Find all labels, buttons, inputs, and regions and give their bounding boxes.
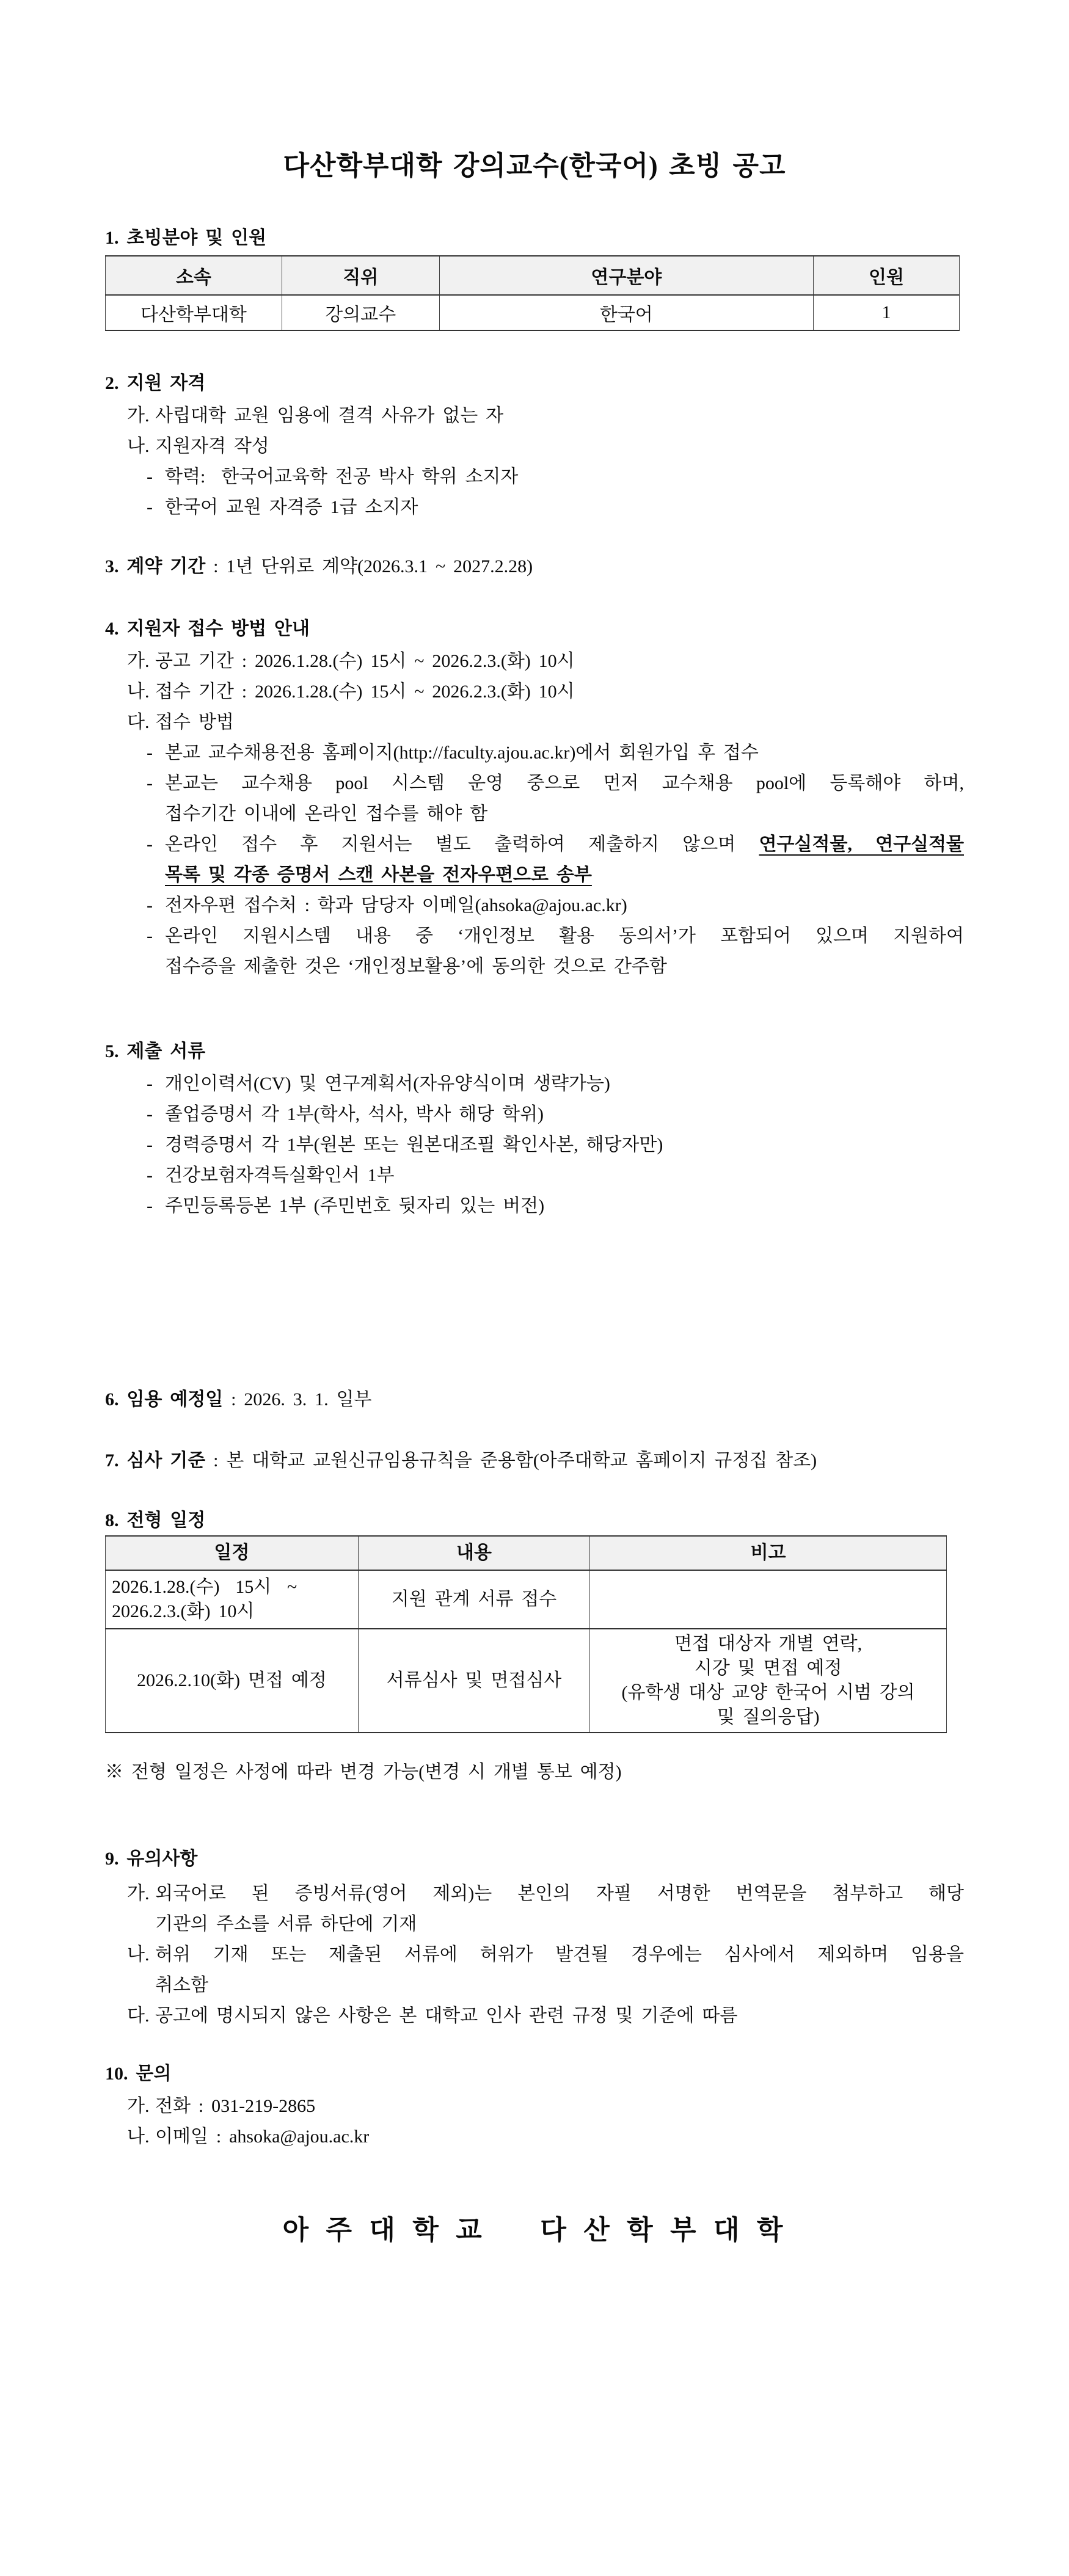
item-marker: 가. bbox=[127, 651, 150, 671]
item-text-emphasis: 연구실적물, 연구실적물 bbox=[759, 834, 964, 854]
item-text: 한국어 교원 자격증 1급 소지자 bbox=[165, 497, 418, 517]
section7-heading: 7. 심사 기준 bbox=[105, 1450, 206, 1471]
schedule-table bbox=[105, 1535, 947, 1733]
section6-heading: 6. 임용 예정일 bbox=[105, 1389, 224, 1410]
section3-line bbox=[105, 555, 964, 579]
section6-line bbox=[105, 1388, 964, 1412]
item-text: 졸업증명서 각 1부(학사, 석사, 박사 해당 학위) bbox=[165, 1104, 544, 1124]
recruit-cell-affiliation: 다산학부대학 bbox=[106, 295, 282, 330]
section4-heading: 4. 지원자 접수 방법 안내 bbox=[105, 619, 310, 639]
item-text bbox=[155, 1879, 964, 1940]
schedule-table-header-schedule: 일정 bbox=[106, 1536, 359, 1570]
schedule-table-header-row bbox=[106, 1536, 947, 1570]
list-item bbox=[105, 462, 964, 492]
list-item bbox=[105, 768, 964, 829]
item-text-line: 외국어로 된 증빙서류(영어 제외)는 본인의 자필 서명한 번역문을 첨부하고 해당 bbox=[155, 1883, 964, 1904]
section5-heading: 5. 제출 서류 bbox=[105, 1041, 206, 1061]
list-item bbox=[105, 492, 964, 523]
footer-signature: 아 주 대 학 교 다 산 학 부 대 학 bbox=[282, 2215, 787, 2245]
recruit-table-row bbox=[106, 295, 960, 330]
list-item bbox=[105, 738, 964, 768]
section7-text: : 본 대학교 교원신규임용규칙을 준용함(아주대학교 홈페이지 규정집 참조) bbox=[205, 1450, 817, 1471]
item-marker: 나. bbox=[127, 682, 150, 702]
section6-text: : 2026. 3. 1. 일부 bbox=[223, 1389, 372, 1410]
schedule-table-body bbox=[106, 1570, 947, 1733]
item-text bbox=[165, 768, 964, 829]
schedule-cell-content: 지원 관계 서류 접수 bbox=[358, 1570, 590, 1629]
item-text: 건강보험자격득실확인서 1부 bbox=[165, 1165, 395, 1185]
item-marker: - bbox=[147, 497, 153, 517]
item-text: 공고 기간 : 2026.1.28.(수) 15시 ~ 2026.2.3.(화) 10시 bbox=[155, 651, 575, 671]
item-text: 접수 기간 : 2026.1.28.(수) 15시 ~ 2026.2.3.(화) 10시 bbox=[155, 682, 575, 702]
schedule-cell-period bbox=[106, 1570, 359, 1629]
list-item bbox=[105, 1069, 964, 1099]
item-text-line: 접수증을 제출한 것은 ‘개인정보활용’에 동의한 것으로 간주함 bbox=[165, 956, 667, 977]
schedule-change-note: ※ 전형 일정은 사정에 따라 변경 가능(변경 시 개별 통보 예정) bbox=[105, 1762, 622, 1782]
schedule-table-head bbox=[106, 1536, 947, 1570]
recruit-table-header-count: 인원 bbox=[813, 256, 959, 295]
recruit-table-head bbox=[106, 256, 960, 295]
item-text-line: 기관의 주소를 서류 하단에 기재 bbox=[155, 1914, 417, 1934]
recruit-table-header-row bbox=[106, 256, 960, 295]
section4-list bbox=[105, 646, 964, 982]
section10-heading: 10. 문의 bbox=[105, 2064, 172, 2084]
item-text: 접수 방법 bbox=[155, 712, 234, 732]
item-text-line bbox=[165, 829, 964, 860]
item-text bbox=[165, 829, 964, 890]
section5-list bbox=[105, 1069, 964, 1221]
item-marker: 가. bbox=[127, 1883, 150, 1904]
item-marker: - bbox=[147, 895, 153, 915]
schedule-remarks-line: (유학생 대상 교양 한국어 시범 강의 bbox=[621, 1683, 915, 1703]
item-marker: 다. bbox=[127, 712, 150, 732]
item-marker: 나. bbox=[127, 1945, 150, 1965]
item-marker: 다. bbox=[127, 2006, 150, 2026]
item-marker: - bbox=[147, 743, 153, 763]
section2-list bbox=[105, 401, 964, 523]
schedule-remarks-line: 시강 및 면접 예정 bbox=[694, 1658, 842, 1678]
schedule-table-header-remarks: 비고 bbox=[590, 1536, 947, 1570]
item-marker: 나. bbox=[127, 436, 150, 456]
list-item bbox=[105, 2122, 964, 2152]
section8-heading: 8. 전형 일정 bbox=[105, 1510, 206, 1530]
item-text-line: 허위 기재 또는 제출된 서류에 허위가 발견될 경우에는 심사에서 제외하며 임용을 bbox=[155, 1945, 964, 1965]
item-text-line: 취소함 bbox=[155, 1975, 208, 1995]
list-item bbox=[105, 677, 964, 707]
item-marker: - bbox=[147, 1165, 153, 1185]
section3-text: : 1년 단위로 계약(2026.3.1 ~ 2027.2.28) bbox=[205, 556, 533, 577]
recruit-table-header-affiliation: 소속 bbox=[106, 256, 282, 295]
list-item bbox=[105, 2091, 964, 2122]
list-item bbox=[105, 890, 964, 921]
section3-heading: 3. 계약 기간 bbox=[105, 556, 206, 577]
list-item bbox=[105, 1879, 964, 1940]
item-text: 본교 교수채용전용 홈페이지(http://faculty.ajou.ac.kr)에서 회원가입 후 접수 bbox=[165, 743, 759, 763]
schedule-table-row bbox=[106, 1570, 947, 1629]
item-text: 공고에 명시되지 않은 사항은 본 대학교 인사 관련 규정 및 기준에 따름 bbox=[155, 2006, 738, 2026]
list-item bbox=[105, 401, 964, 431]
item-text: 경력증명서 각 1부(원본 또는 원본대조필 확인사본, 해당자만) bbox=[165, 1135, 663, 1155]
item-marker: - bbox=[147, 926, 153, 946]
section10-list bbox=[105, 2091, 964, 2152]
item-marker: - bbox=[147, 1104, 153, 1124]
schedule-cell-period: 2026.2.10(화) 면접 예정 bbox=[106, 1629, 359, 1733]
schedule-table-header-content: 내용 bbox=[358, 1536, 590, 1570]
schedule-cell-remarks bbox=[590, 1629, 947, 1733]
item-marker: - bbox=[147, 834, 153, 854]
schedule-period-line: 2026.2.3.(화) 10시 bbox=[112, 1601, 255, 1621]
recruit-table-header-position: 직위 bbox=[282, 256, 439, 295]
list-item bbox=[105, 921, 964, 982]
item-marker: - bbox=[147, 1196, 153, 1216]
doc-title: 다산학부대학 강의교수(한국어) 초빙 공고 bbox=[283, 151, 786, 181]
section7-line bbox=[105, 1449, 964, 1473]
list-item bbox=[105, 1940, 964, 2001]
list-item bbox=[105, 707, 964, 738]
item-text: 개인이력서(CV) 및 연구계획서(자유양식이며 생략가능) bbox=[165, 1074, 610, 1094]
item-text: 주민등록등본 1부 (주민번호 뒷자리 있는 버전) bbox=[165, 1196, 545, 1216]
recruit-table-body bbox=[106, 295, 960, 330]
item-text bbox=[165, 921, 964, 982]
recruit-cell-field: 한국어 bbox=[439, 295, 813, 330]
item-text: 학력: 한국어교육학 전공 박사 학위 소지자 bbox=[165, 467, 519, 487]
schedule-remarks-line: 및 질의응답) bbox=[717, 1707, 820, 1727]
item-text bbox=[155, 1940, 964, 2001]
item-marker: - bbox=[147, 1135, 153, 1155]
list-item bbox=[105, 431, 964, 462]
item-text-emphasis: 목록 및 각종 증명서 스캔 사본을 전자우편으로 송부 bbox=[165, 865, 592, 885]
section9-heading: 9. 유의사항 bbox=[105, 1849, 198, 1869]
item-text-line: 본교는 교수채용 pool 시스템 운영 중으로 먼저 교수채용 pool에 등록해야 하며, bbox=[165, 773, 964, 793]
list-item bbox=[105, 1130, 964, 1160]
schedule-table-row bbox=[106, 1629, 947, 1733]
recruit-table bbox=[105, 255, 960, 331]
section2-heading: 2. 지원 자격 bbox=[105, 373, 206, 393]
item-text-plain: 온라인 접수 후 지원서는 별도 출력하여 제출하지 않으며 bbox=[165, 834, 759, 854]
item-marker: - bbox=[147, 467, 153, 487]
recruit-table-header-field: 연구분야 bbox=[439, 256, 813, 295]
item-marker: 가. bbox=[127, 406, 150, 426]
list-item bbox=[105, 829, 964, 890]
contact-phone: 전화 : 031-219-2865 bbox=[155, 2096, 316, 2116]
section9-list bbox=[105, 1879, 964, 2031]
list-item bbox=[105, 1160, 964, 1191]
schedule-remarks-line: 면접 대상자 개별 연락, bbox=[674, 1634, 863, 1654]
list-item bbox=[105, 1191, 964, 1221]
schedule-cell-content: 서류심사 및 면접심사 bbox=[358, 1629, 590, 1733]
item-text: 전자우편 접수처 : 학과 담당자 이메일(ahsoka@ajou.ac.kr) bbox=[165, 895, 627, 915]
list-item bbox=[105, 646, 964, 677]
item-text-line: 온라인 지원시스템 내용 중 ‘개인정보 활용 동의서’가 포함되어 있으며 지원하여 bbox=[165, 926, 964, 946]
item-marker: - bbox=[147, 773, 153, 793]
item-text: 사립대학 교원 임용에 결격 사유가 없는 자 bbox=[155, 406, 504, 426]
item-text-line: 접수기간 이내에 온라인 접수를 해야 함 bbox=[165, 804, 488, 824]
schedule-cell-remarks bbox=[590, 1570, 947, 1629]
section1-heading: 1. 초빙분야 및 인원 bbox=[105, 228, 267, 248]
list-item bbox=[105, 1099, 964, 1130]
list-item bbox=[105, 2001, 964, 2031]
recruit-cell-count: 1 bbox=[813, 295, 959, 330]
item-text: 지원자격 작성 bbox=[155, 436, 269, 456]
recruit-cell-position: 강의교수 bbox=[282, 295, 439, 330]
schedule-period-line: 2026.1.28.(수) 15시 ~ bbox=[112, 1577, 297, 1597]
item-marker: 가. bbox=[127, 2096, 150, 2116]
contact-email: 이메일 : ahsoka@ajou.ac.kr bbox=[155, 2127, 370, 2147]
item-text-line bbox=[165, 860, 964, 890]
item-marker: 나. bbox=[127, 2127, 150, 2147]
item-marker: - bbox=[147, 1074, 153, 1094]
